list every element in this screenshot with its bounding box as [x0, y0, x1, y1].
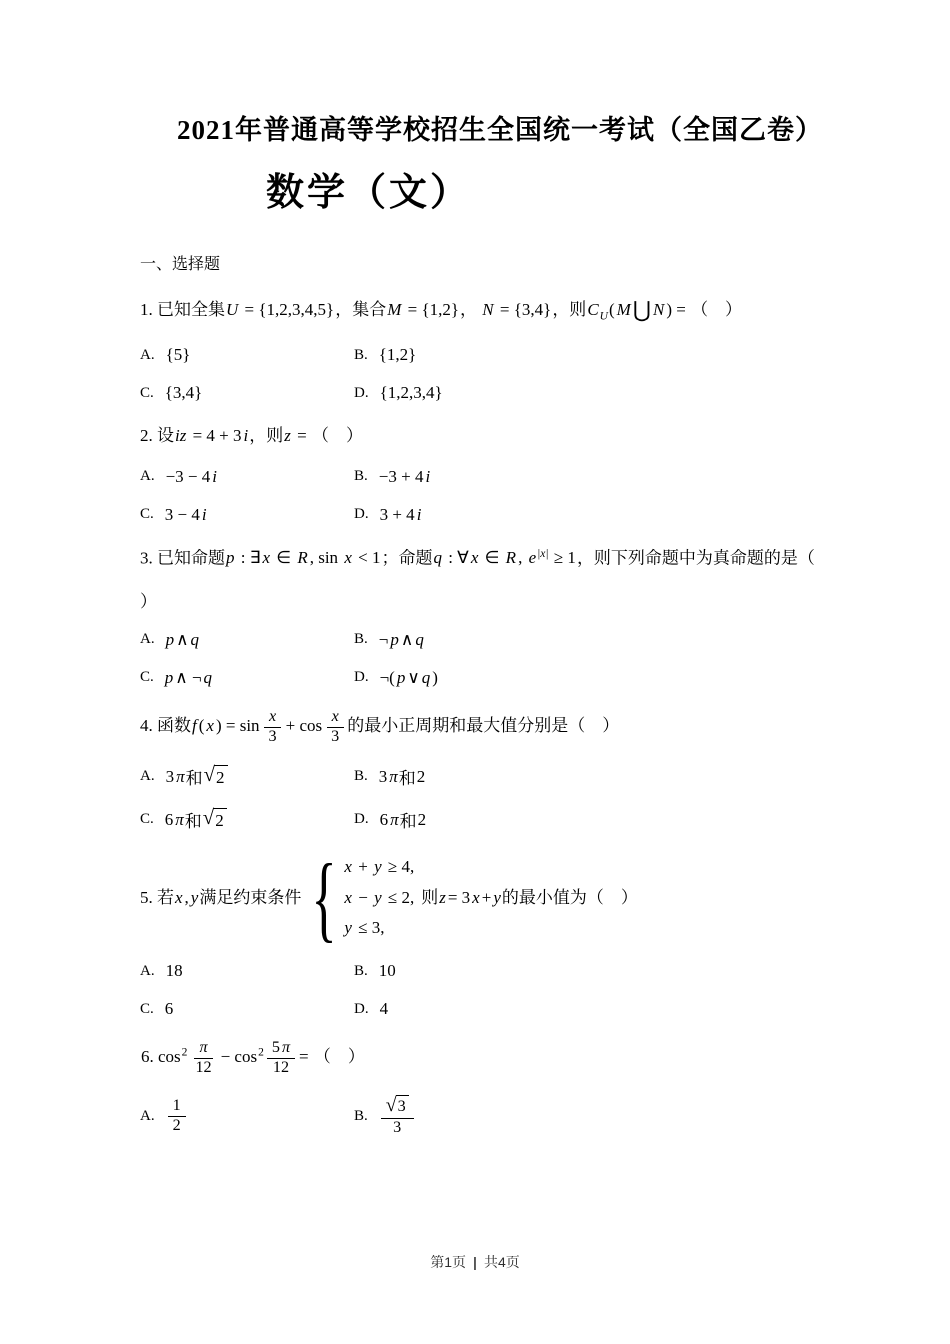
math-segment: ∧: [400, 629, 414, 649]
math-segment: π: [175, 809, 184, 829]
fraction-numerator: [194, 1039, 212, 1059]
option-label: D.: [354, 811, 369, 828]
section-heading: 一、选择题: [140, 256, 221, 274]
math-segment: 满足约束条件: [199, 887, 302, 907]
math-segment: 3: [378, 766, 388, 786]
math-segment: 的最小正周期和最大值分别是（ ）: [347, 715, 620, 735]
option-label: A.: [140, 346, 155, 363]
math-segment: ≥ 1: [549, 548, 576, 568]
math-subscript: U: [599, 309, 608, 323]
math-segment: +: [353, 857, 373, 877]
question-5-options-ab: [140, 961, 860, 981]
question-3-stem: [140, 545, 820, 571]
math-segment: 6: [164, 999, 174, 1019]
math-segment: ∧: [176, 629, 189, 649]
option-content: [379, 999, 390, 1019]
math-segment: 3: [393, 1118, 402, 1136]
fraction: [381, 1095, 414, 1137]
math-segment: π: [390, 809, 399, 829]
option-label: D.: [354, 1000, 369, 1017]
option-label: D.: [354, 384, 369, 401]
question-4-options-cd: [140, 807, 860, 832]
math-segment: p: [165, 629, 175, 649]
math-segment: (: [198, 715, 205, 735]
math-segment: x: [470, 548, 479, 568]
math-segment: ) =: [666, 300, 691, 320]
option-content: [379, 383, 444, 403]
math-segment: ∨: [407, 667, 420, 687]
radical-sign: √: [203, 764, 216, 787]
math-segment: = 4 + 3: [188, 426, 242, 446]
math-segment: 2: [172, 1116, 181, 1134]
math-segment: e: [528, 548, 537, 568]
math-segment: N: [652, 300, 665, 320]
question-5-option-b: [354, 961, 397, 981]
math-segment: q: [190, 629, 200, 649]
question-4-option-c: [140, 807, 354, 832]
fraction-numerator: [264, 708, 281, 728]
question-2-options-ab: [140, 467, 860, 487]
question-1-option-d: [354, 383, 444, 403]
math-segment: y: [344, 917, 352, 937]
math-segment: 3: [165, 766, 175, 786]
math-segment: p: [396, 667, 406, 687]
math-segment: ，则: [249, 426, 284, 446]
option-label: C.: [140, 1000, 154, 1017]
math-segment: M: [616, 300, 631, 320]
question-5-stem: [140, 844, 820, 952]
constraint-line: [343, 918, 415, 938]
option-content: [164, 807, 228, 832]
math-segment: = 3: [447, 887, 471, 907]
math-segment: ¬: [378, 629, 389, 649]
fraction: [264, 708, 282, 746]
page-subtitle: 数学（文）: [266, 172, 472, 215]
math-segment: x: [331, 707, 339, 725]
option-label: D.: [354, 669, 369, 686]
math-segment: z: [284, 426, 291, 446]
question-5-option-d: [354, 999, 389, 1019]
option-label: A.: [140, 1107, 155, 1124]
math-segment: : ∃: [236, 548, 261, 568]
square-root: [204, 765, 228, 788]
math-segment: =: [292, 426, 311, 446]
question-4-stem: [140, 708, 820, 746]
math-segment: y: [374, 857, 382, 877]
option-content: [165, 1097, 189, 1135]
math-segment: p: [390, 629, 399, 649]
math-segment: = {1,2,3,4,5}: [240, 300, 335, 320]
math-segment: 则: [421, 887, 439, 907]
math-segment: x: [175, 887, 183, 907]
math-segment: −3 + 4: [378, 466, 424, 486]
math-segment: ，则下列命题中为真命题的是（: [576, 548, 815, 568]
math-segment: R: [505, 548, 517, 568]
math-segment: π: [199, 1039, 208, 1057]
option-content: [378, 345, 418, 365]
question-3-option-d: [354, 668, 439, 688]
math-segment: p: [164, 667, 174, 687]
math-segment: 12: [272, 1058, 290, 1076]
math-segment: ≥ 4,: [383, 857, 415, 877]
option-content: [378, 764, 427, 789]
option-content: [165, 961, 184, 981]
math-segment: 3: [268, 727, 277, 745]
question-6-option-b: [354, 1095, 417, 1137]
math-segment: 5. 若: [140, 887, 174, 907]
radicand: 2: [213, 808, 227, 831]
math-segment: : ∀: [443, 548, 469, 568]
math-segment: q: [421, 667, 431, 687]
fraction: [168, 1097, 186, 1135]
math-segment: f: [192, 715, 197, 735]
question-5-option-a: [140, 961, 354, 981]
math-segment: ): [432, 667, 438, 687]
math-segment: p: [226, 548, 235, 568]
option-label: B.: [354, 1107, 368, 1124]
constraint-system: [343, 857, 415, 938]
option-label: C.: [140, 811, 154, 828]
math-segment: + cos: [285, 715, 323, 735]
math-segment: z: [439, 887, 446, 907]
math-segment: ¬(: [379, 667, 395, 687]
radicand: 2: [214, 765, 228, 788]
math-segment: C: [587, 300, 599, 320]
math-segment: 3: [331, 727, 340, 745]
math-segment: ⋃: [632, 297, 651, 324]
math-segment: +: [481, 887, 492, 907]
math-segment: ,: [518, 548, 527, 568]
question-3-option-a: [140, 630, 354, 650]
constraint-line: [343, 857, 415, 877]
option-content: [379, 505, 423, 525]
math-segment: 1: [172, 1097, 181, 1115]
option-label: B.: [354, 468, 368, 485]
question-4-option-a: [140, 764, 354, 789]
option-content: [378, 630, 425, 650]
page-footer: [0, 1252, 950, 1272]
math-segment: U: [226, 300, 239, 320]
question-3-options-cd: [140, 668, 860, 688]
math-segment: = {1,2}: [403, 300, 460, 320]
square-root: [203, 808, 227, 831]
question-2-options-cd: [140, 505, 860, 525]
math-segment: ,: [184, 887, 189, 907]
math-segment: y: [374, 887, 382, 907]
math-segment: 3. 已知命题: [140, 548, 225, 568]
option-content: [165, 630, 200, 650]
question-5-stem-pre: [140, 885, 301, 911]
math-segment: x: [472, 887, 480, 907]
question-6-option-a: [140, 1097, 354, 1135]
fraction-numerator: [327, 708, 344, 728]
option-label: C.: [140, 506, 154, 523]
math-segment: {3,4}: [164, 383, 203, 403]
option-label: A.: [140, 631, 155, 648]
option-content: [378, 467, 431, 487]
option-content: [165, 345, 192, 365]
constraint-line: [343, 888, 415, 908]
math-segment: π: [389, 766, 398, 786]
math-segment: π: [176, 766, 185, 786]
question-4-option-b: [354, 764, 426, 789]
math-segment: R: [297, 548, 308, 568]
math-segment: x: [344, 857, 352, 877]
fraction-denominator: [190, 1059, 216, 1078]
math-segment: 2. 设: [140, 426, 174, 446]
math-segment: i: [212, 466, 218, 486]
question-3-stem-continuation: ）: [140, 591, 157, 611]
option-label: B.: [354, 962, 368, 979]
question-5-option-c: [140, 999, 354, 1019]
math-segment: −: [353, 887, 373, 907]
question-3-option-c: [140, 668, 354, 688]
option-label: A.: [140, 468, 155, 485]
radical-sign: √: [202, 807, 215, 830]
option-label: C.: [140, 669, 154, 686]
question-2-option-d: [354, 505, 422, 525]
question-1-option-c: [140, 383, 354, 403]
math-segment: 和: [399, 812, 417, 832]
option-label: A.: [140, 962, 155, 979]
math-segment: q: [203, 667, 213, 687]
footer-page-number: 第1页: [430, 1254, 467, 1270]
math-segment: q: [433, 548, 442, 568]
math-segment: 6. cos: [141, 1047, 181, 1067]
math-segment: {1,2,3,4}: [379, 383, 443, 403]
option-content: [165, 467, 218, 487]
question-2-stem: [140, 423, 820, 449]
option-content: [378, 961, 397, 981]
question-1-options-cd: [140, 383, 860, 403]
math-segment: 6: [379, 809, 389, 829]
math-segment: (: [609, 300, 615, 320]
math-segment: 18: [165, 961, 183, 981]
square-root: [386, 1095, 409, 1117]
math-segment: ，则: [552, 300, 587, 320]
math-segment: y: [493, 887, 501, 907]
math-segment: ∈: [480, 548, 504, 568]
math-segment: 和: [184, 812, 202, 832]
math-segment: x: [344, 887, 352, 907]
math-segment: ≤ 3,: [353, 917, 385, 937]
question-2-option-a: [140, 467, 354, 487]
option-content: [378, 1095, 417, 1137]
fraction-denominator: [326, 728, 344, 747]
math-segment: 5: [271, 1039, 280, 1057]
math-segment: （ ）: [311, 426, 363, 446]
math-segment: =: [299, 1047, 313, 1067]
math-segment: 的最小值为（ ）: [501, 887, 638, 907]
math-segment: −3 − 4: [165, 466, 211, 486]
option-label: A.: [140, 768, 155, 785]
math-segment: 4: [379, 999, 389, 1019]
math-segment: （ ）: [313, 1047, 365, 1067]
math-segment: 1. 已知全集: [140, 300, 225, 320]
math-segment: ，: [460, 300, 482, 320]
question-1: [140, 294, 860, 403]
question-1-option-b: [354, 345, 417, 365]
radical-sign: √: [385, 1094, 397, 1117]
math-segment: iz: [175, 426, 187, 446]
option-label: B.: [354, 346, 368, 363]
option-label: D.: [354, 506, 369, 523]
question-1-options-ab: [140, 345, 860, 365]
math-segment: 6: [164, 809, 174, 829]
question-6: [140, 1039, 860, 1137]
question-2-option-c: [140, 505, 354, 525]
fraction-numerator: [381, 1095, 414, 1118]
math-segment: 2: [417, 809, 427, 829]
question-3: [140, 545, 860, 688]
math-segment: i: [243, 426, 249, 446]
fraction-numerator: [168, 1097, 186, 1117]
fraction: [267, 1039, 295, 1077]
math-segment: = {3,4}: [495, 300, 552, 320]
math-segment: ) = sin: [215, 715, 260, 735]
math-segment: N: [482, 300, 494, 320]
math-segment: 10: [378, 961, 396, 981]
question-4: [140, 708, 860, 832]
fraction: [326, 708, 344, 746]
math-segment: M: [387, 300, 402, 320]
question-2: [140, 423, 860, 525]
math-segment: 2: [416, 766, 426, 786]
math-segment: 和: [398, 769, 416, 789]
footer-page-total: 共4页: [483, 1254, 520, 1270]
math-segment: − cos: [220, 1047, 258, 1067]
page-title: 2021年普通高等学校招生全国统一考试（全国乙卷）: [177, 115, 823, 145]
math-segment: 和: [185, 769, 203, 789]
question-6-stem: [140, 1039, 820, 1077]
fraction-denominator: [268, 1059, 294, 1078]
question-1-stem: [140, 294, 820, 327]
fraction-denominator: [388, 1119, 406, 1138]
fraction: [190, 1039, 216, 1077]
question-2-option-b: [354, 467, 431, 487]
question-6-options-ab: [140, 1095, 860, 1137]
option-label: B.: [354, 631, 368, 648]
question-4-option-d: [354, 807, 427, 832]
math-superscript: 2: [181, 1045, 188, 1059]
math-segment: 3 + 4: [379, 504, 415, 524]
footer-separator: |: [473, 1254, 477, 1270]
math-segment: ；命题: [381, 548, 433, 568]
math-superscript: |x|: [537, 546, 549, 560]
math-segment: q: [415, 629, 424, 649]
fraction-denominator: [168, 1117, 186, 1136]
question-5: [140, 844, 860, 1019]
left-brace-icon: {: [311, 844, 338, 952]
option-content: [164, 999, 175, 1019]
math-segment: y: [190, 887, 199, 907]
math-segment: ≤ 2,: [383, 887, 415, 907]
question-1-option-a: [140, 345, 354, 365]
math-segment: i: [425, 466, 431, 486]
option-label: B.: [354, 768, 368, 785]
option-content: [379, 807, 428, 832]
math-segment: {5}: [165, 345, 191, 365]
fraction-denominator: [264, 728, 282, 747]
question-4-options-ab: [140, 764, 860, 789]
math-segment: i: [416, 504, 422, 524]
radicand: 3: [396, 1095, 409, 1117]
math-segment: ∧ ¬: [175, 667, 202, 687]
question-5-options-cd: [140, 999, 860, 1019]
math-segment: ∈: [272, 548, 296, 568]
math-segment: ，集合: [335, 300, 387, 320]
math-segment: x: [269, 707, 277, 725]
question-3-options-ab: [140, 630, 860, 650]
option-content: [379, 668, 439, 688]
math-segment: x: [206, 715, 214, 735]
math-segment: π: [281, 1039, 291, 1057]
question-5-stem-post: [421, 885, 638, 911]
question-3-option-b: [354, 630, 425, 650]
math-segment: x: [262, 548, 271, 568]
math-segment: < 1: [353, 548, 381, 568]
option-label: C.: [140, 384, 154, 401]
math-segment: 3 − 4: [164, 504, 200, 524]
math-segment: i: [201, 504, 207, 524]
math-segment: , sin: [309, 548, 343, 568]
math-segment: x: [344, 548, 352, 568]
option-content: [164, 505, 208, 525]
option-content: [164, 383, 204, 403]
math-segment: （ ）: [691, 300, 743, 320]
math-segment: 4. 函数: [140, 715, 191, 735]
math-superscript: 2: [258, 1045, 264, 1059]
math-segment: 12: [195, 1058, 212, 1076]
option-content: [164, 668, 213, 688]
math-segment: {1,2}: [378, 345, 417, 365]
option-content: [165, 764, 229, 789]
fraction-numerator: [267, 1039, 295, 1059]
